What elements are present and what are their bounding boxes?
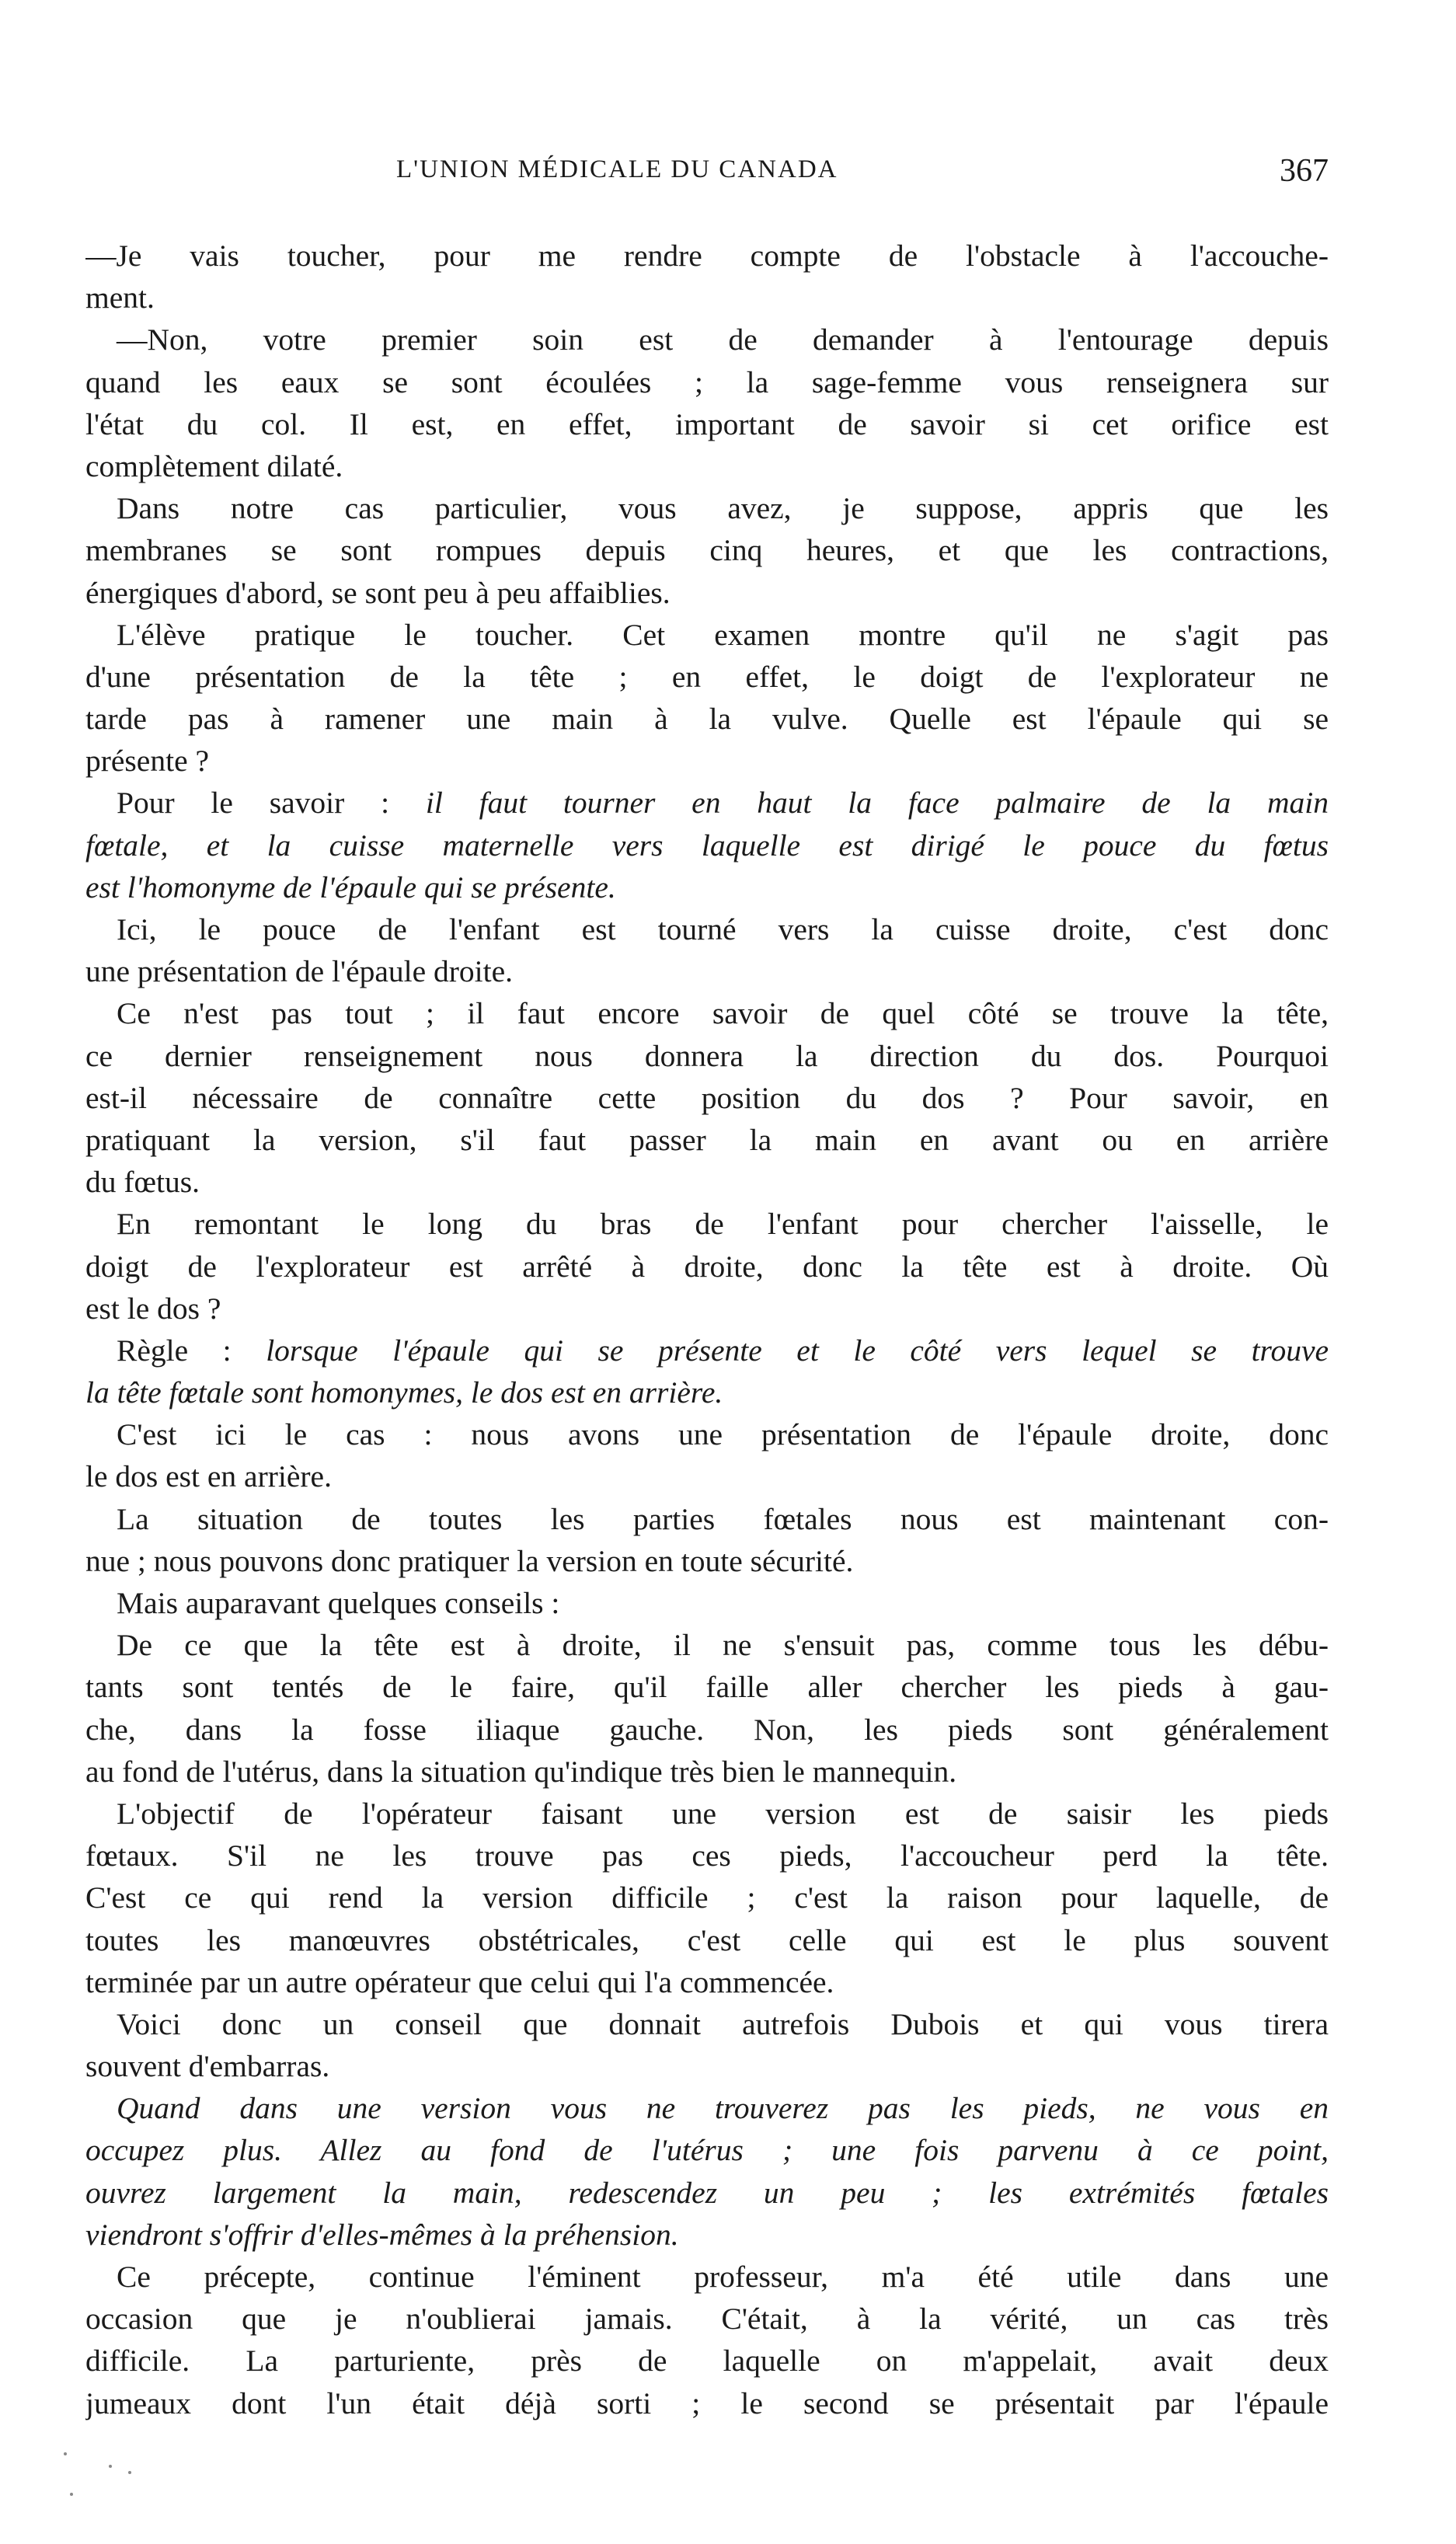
text-line bbox=[85, 1161, 1329, 1203]
text-run: La situation de toutes les parties fœtales nous est maintenant con- bbox=[117, 1501, 1329, 1536]
text-run: difficile. La parturiente, près de laquelle on m'appelait, avait deux bbox=[85, 2344, 1329, 2378]
text-line bbox=[85, 1624, 1329, 1666]
text-line bbox=[85, 992, 1329, 1034]
italic-run: fœtale, et la cuisse maternelle vers laquelle est dirigé le pouce du fœtus bbox=[85, 828, 1329, 863]
text-run: Voici donc un conseil que donnait autrefois Dubois et qui vous tirera bbox=[117, 2006, 1329, 2041]
text-line bbox=[85, 319, 1329, 361]
text-run: C'est ici le cas : nous avons une présentation de l'épaule droite, donc bbox=[117, 1417, 1329, 1452]
text-line bbox=[85, 1582, 1329, 1624]
text-line bbox=[85, 740, 1329, 782]
text-run: occasion que je n'oublierai jamais. C'était, à la vérité, un cas très bbox=[85, 2302, 1329, 2337]
text-run: l'état du col. Il est, en effet, important de savoir si cet orifice est bbox=[85, 406, 1329, 441]
text-line bbox=[85, 908, 1329, 950]
italic-run: occupez plus. Allez au fond de l'utérus ; une fois parvenu à ce point, bbox=[85, 2133, 1329, 2168]
text-line bbox=[85, 1455, 1329, 1497]
text-line bbox=[85, 1919, 1329, 1961]
text-line bbox=[85, 866, 1329, 908]
text-line bbox=[85, 656, 1329, 698]
text-run: au fond de l'utérus, dans la situation qu'indique très bien le mannequin. bbox=[85, 1754, 957, 1789]
italic-run: viendront s'offrir d'elles-mêmes à la préhension. bbox=[85, 2217, 679, 2252]
text-line bbox=[85, 1035, 1329, 1077]
text-line bbox=[85, 1413, 1329, 1455]
page-number: 367 bbox=[1280, 153, 1329, 189]
text-run: Mais auparavant quelques conseils : bbox=[117, 1586, 560, 1620]
text-run: Ce précepte, continue l'éminent professeur, m'a été utile dans une bbox=[117, 2260, 1329, 2294]
text-line bbox=[85, 1540, 1329, 1582]
text-run: doigt de l'explorateur est arrêté à droite, donc la tête est à droite. Où bbox=[85, 1249, 1329, 1284]
text-line bbox=[85, 1961, 1329, 2003]
text-run: Dans notre cas particulier, vous avez, je suppose, appris que les bbox=[117, 491, 1329, 526]
text-run: ment. bbox=[85, 281, 155, 315]
text-run: est-il nécessaire de connaître cette position du dos ? Pour savoir, en bbox=[85, 1080, 1329, 1115]
text-run: De ce que la tête est à droite, il ne s'ensuit pas, comme tous les débu- bbox=[117, 1628, 1329, 1663]
text-run: terminée par un autre opérateur que celui qui l'a commencée. bbox=[85, 1964, 834, 1999]
text-run: —Non, votre premier soin est de demander à l'entourage depuis bbox=[117, 322, 1329, 357]
text-run: une présentation de l'épaule droite. bbox=[85, 954, 514, 989]
text-line bbox=[85, 2340, 1329, 2382]
text-line bbox=[85, 361, 1329, 403]
running-title: L'UNION MÉDICALE DU CANADA bbox=[396, 155, 838, 183]
text-run: quand les eaux se sont écoulées ; la sage-femme vous renseignera sur bbox=[85, 364, 1329, 399]
scan-specks bbox=[54, 2448, 194, 2510]
text-line bbox=[85, 2003, 1329, 2045]
text-line bbox=[85, 824, 1329, 866]
text-run: tants sont tentés de le faire, qu'il faille aller chercher les pieds à gau- bbox=[85, 1670, 1329, 1705]
text-run: présente ? bbox=[85, 744, 210, 779]
text-run: le dos est en arrière. bbox=[85, 1459, 332, 1494]
text-line bbox=[85, 614, 1329, 656]
italic-run: ouvrez largement la main, redescendez un peu ; les extrémités fœtales bbox=[85, 2175, 1329, 2210]
text-line bbox=[85, 2087, 1329, 2129]
text-run: est le dos ? bbox=[85, 1291, 221, 1326]
text-run: L'élève pratique le toucher. Cet examen montre qu'il ne s'agit pas bbox=[117, 617, 1329, 652]
text-run: —Je vais toucher, pour me rendre compte de l'obstacle à l'accouche- bbox=[85, 239, 1329, 273]
text-line bbox=[85, 1288, 1329, 1330]
text-line bbox=[85, 2045, 1329, 2087]
text-line bbox=[85, 2256, 1329, 2298]
text-run: énergiques d'abord, se sont peu à peu affaiblies. bbox=[85, 575, 671, 610]
text-line bbox=[85, 1835, 1329, 1877]
italic-run: Quand dans une version vous ne trouverez pas les pieds, ne vous en bbox=[117, 2091, 1329, 2126]
text-run: Ici, le pouce de l'enfant est tourné vers la cuisse droite, c'est donc bbox=[117, 912, 1329, 946]
text-run: nue ; nous pouvons donc pratiquer la version en toute sécurité. bbox=[85, 1543, 854, 1578]
italic-run: est l'homonyme de l'épaule qui se présente. bbox=[85, 869, 616, 904]
text-line bbox=[85, 529, 1329, 571]
text-line bbox=[85, 1330, 1329, 1371]
text-line bbox=[85, 698, 1329, 740]
italic-run: il faut tourner en haut la face palmaire de la main bbox=[425, 786, 1329, 821]
text-line bbox=[85, 2172, 1329, 2214]
text-line bbox=[85, 1119, 1329, 1161]
text-run: souvent d'embarras. bbox=[85, 2049, 330, 2084]
text-line bbox=[85, 1203, 1329, 1245]
text-line bbox=[85, 1793, 1329, 1835]
text-line bbox=[85, 1877, 1329, 1918]
text-run: d'une présentation de la tête ; en effet, le doigt de l'explorateur ne bbox=[85, 659, 1329, 694]
text-line bbox=[85, 1246, 1329, 1288]
text-run: pratiquant la version, s'il faut passer la main en avant ou en arrière bbox=[85, 1122, 1329, 1157]
text-line bbox=[85, 1751, 1329, 1793]
text-line bbox=[85, 1666, 1329, 1708]
running-header bbox=[117, 155, 1329, 202]
text-line bbox=[85, 572, 1329, 614]
article-body bbox=[85, 235, 1329, 2424]
text-run: Pour le savoir : bbox=[117, 786, 426, 821]
text-run: jumeaux dont l'un était déjà sorti ; le second se présentait par l'épaule bbox=[85, 2385, 1329, 2420]
text-line bbox=[85, 277, 1329, 319]
text-run: Règle : bbox=[117, 1333, 266, 1368]
text-run: fœtaux. S'il ne les trouve pas ces pieds, l'accoucheur perd la tête. bbox=[85, 1838, 1329, 1873]
italic-run: la tête fœtale sont homonymes, le dos est en arrière. bbox=[85, 1375, 723, 1410]
text-line bbox=[85, 1709, 1329, 1751]
text-line bbox=[85, 950, 1329, 992]
text-run: che, dans la fosse iliaque gauche. Non, les pieds sont généralement bbox=[85, 1712, 1329, 1747]
text-run: membranes se sont rompues depuis cinq heures, et que les contractions, bbox=[85, 533, 1329, 568]
text-run: C'est ce qui rend la version difficile ; c'est la raison pour laquelle, de bbox=[85, 1880, 1329, 1915]
text-line bbox=[85, 2129, 1329, 2171]
text-line bbox=[85, 2214, 1329, 2256]
text-line bbox=[85, 2382, 1329, 2424]
text-line bbox=[85, 1077, 1329, 1119]
text-line bbox=[85, 1371, 1329, 1413]
text-run: du fœtus. bbox=[85, 1165, 200, 1200]
text-line bbox=[85, 2298, 1329, 2340]
italic-run: lorsque l'épaule qui se présente et le côté vers lequel se trouve bbox=[266, 1333, 1329, 1368]
text-line bbox=[85, 782, 1329, 824]
text-run: toutes les manœuvres obstétricales, c'est celle qui est le plus souvent bbox=[85, 1922, 1329, 1957]
text-line bbox=[85, 1498, 1329, 1540]
text-run: complètement dilaté. bbox=[85, 448, 343, 483]
text-run: L'objectif de l'opérateur faisant une version est de saisir les pieds bbox=[117, 1796, 1329, 1831]
text-run: ce dernier renseignement nous donnera la direction du dos. Pourquoi bbox=[85, 1038, 1329, 1073]
text-line bbox=[85, 403, 1329, 445]
text-run: Ce n'est pas tout ; il faut encore savoir de quel côté se trouve la tête, bbox=[117, 996, 1329, 1031]
text-run: tarde pas à ramener une main à la vulve. Quelle est l'épaule qui se bbox=[85, 702, 1329, 737]
text-run: En remontant le long du bras de l'enfant pour chercher l'aisselle, le bbox=[117, 1207, 1329, 1242]
text-line bbox=[85, 235, 1329, 277]
text-line bbox=[85, 487, 1329, 529]
text-line bbox=[85, 445, 1329, 487]
